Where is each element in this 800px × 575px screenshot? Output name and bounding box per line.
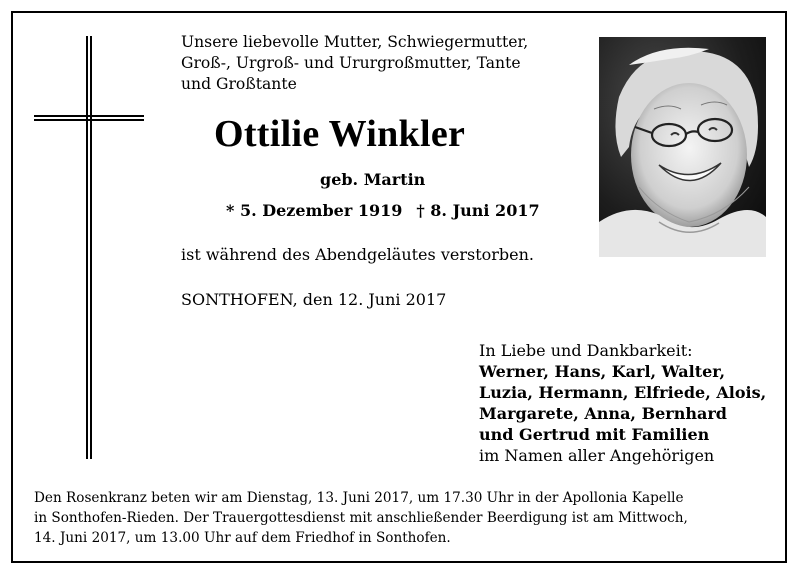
mourner-names-line: und Gertrud mit Familien [479, 425, 710, 444]
mourner-names-line: Luzia, Hermann, Elfriede, Alois, [479, 383, 767, 402]
deceased-name: Ottilie Winkler [214, 113, 466, 155]
footer-line: in Sonthofen-Rieden. Der Trauergottesdienst mit anschließender Beerdigung ist am Mittwoch, [34, 510, 688, 526]
portrait-image [599, 37, 766, 257]
mourner-names-line: Werner, Hans, Karl, Walter, [479, 362, 726, 381]
intro-line: Groß-, Urgroß- und Ururgroßmutter, Tante [181, 54, 521, 72]
life-dates [226, 201, 540, 220]
intro-text [181, 32, 581, 95]
death-note: ist während des Abendgeläutes verstorben. [181, 245, 534, 264]
death-date: † 8. Juni 2017 [416, 201, 540, 220]
footer-line: 14. Juni 2017, um 13.00 Uhr auf dem Friedhof in Sonthofen. [34, 530, 451, 546]
place-date: SONTHOFEN, den 12. Juni 2017 [181, 290, 447, 309]
birth-date: * 5. Dezember 1919 [226, 201, 403, 220]
signoff-intro: In Liebe und Dankbarkeit: [479, 341, 693, 360]
signoff-block [479, 340, 766, 466]
cross-vertical-bar [86, 36, 92, 459]
intro-line: und Großtante [181, 75, 297, 93]
portrait-photo [599, 37, 766, 257]
cross-horizontal-bar [34, 115, 144, 121]
birth-name: geb. Martin [320, 170, 426, 189]
intro-line: Unsere liebevolle Mutter, Schwiegermutter, [181, 33, 529, 51]
service-details [34, 488, 688, 548]
footer-line: Den Rosenkranz beten wir am Dienstag, 13. Juni 2017, um 17.30 Uhr in der Apollonia Kapelle [34, 490, 684, 506]
signoff-closing: im Namen aller Angehörigen [479, 446, 715, 465]
mourner-names-line: Margarete, Anna, Bernhard [479, 404, 727, 423]
